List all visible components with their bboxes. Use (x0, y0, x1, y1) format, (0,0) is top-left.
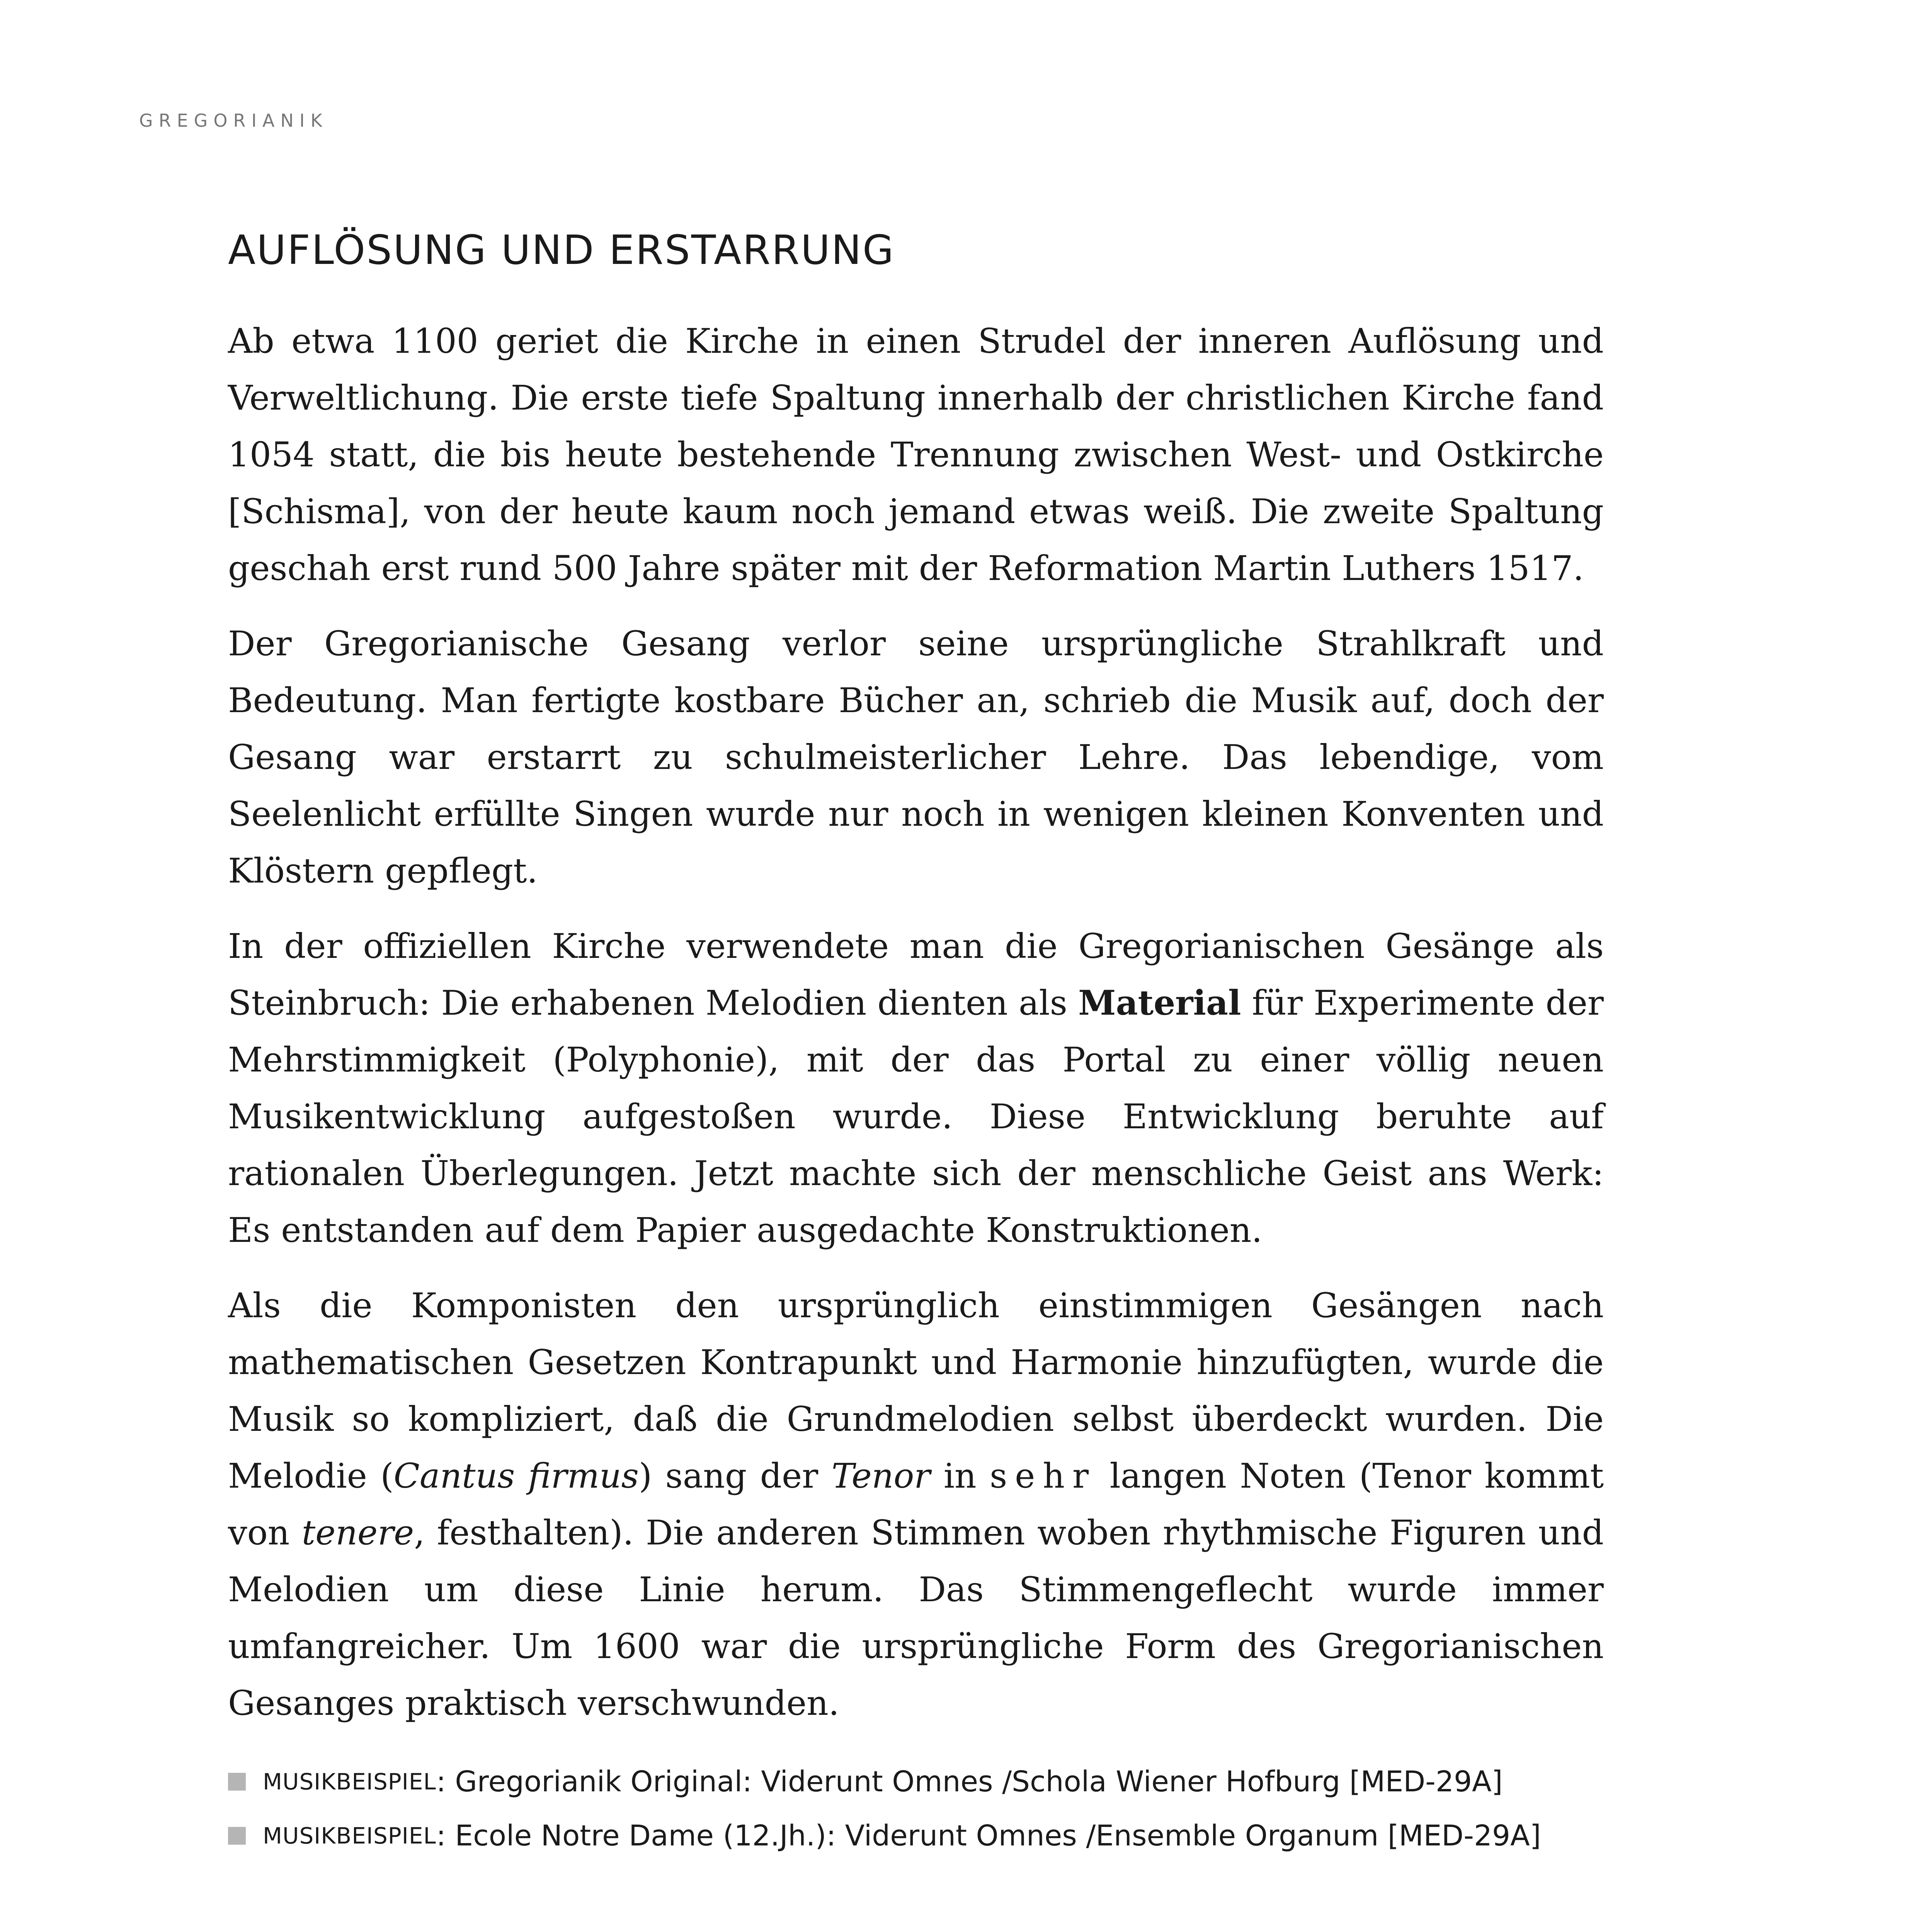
paragraph (228, 918, 1604, 1259)
square-bullet-icon (228, 1827, 246, 1845)
text-run: , festhalten). Die anderen Stimmen woben rhythmische Figuren und Melodien um diese Linie herum. Das Stimmengeflecht wurde immer umfangreicher. Um 1600 war die ursprüngliche Form des Gregorianischen Gesanges praktisch verschwunden. (228, 1513, 1604, 1723)
music-example-item (228, 1809, 1604, 1863)
text-run: in (930, 1456, 990, 1496)
spaced-word-sehr: sehr (990, 1456, 1097, 1496)
music-example-text: : Gregorianik Original: Viderunt Omnes /Schola Wiener Hofburg [MED-29A] (436, 1765, 1503, 1799)
music-example-text: : Ecole Notre Dame (12.Jh.): Viderunt Omnes /Ensemble Organum [MED-29A] (436, 1819, 1541, 1853)
page-body (228, 228, 1604, 1932)
paragraph (228, 1277, 1604, 1731)
text-run: Als die Komponisten den ursprünglich einstimmigen Gesängen nach mathematischen Gesetzen Kontrapunkt und Harmonie hinzufügten, wurde die Musik so kompliziert, daß die Grundmelodien selbst überdeckt wurden. Die Melodie ( (228, 1286, 1604, 1496)
bold-term-material: Material (1078, 983, 1241, 1023)
text-run: In der offiziellen Kirche verwendete man die Gregorianischen Gesänge als Steinbruch: Die erhabenen Melodien dienten als (228, 926, 1604, 1023)
square-bullet-icon (228, 1773, 246, 1791)
paragraph: Der Gregorianische Gesang verlor seine ursprüngliche Strahlkraft und Bedeutung. Man fertigte kostbare Bücher an, schrieb die Musik auf, doch der Gesang war erstarrt zu schulmeisterlicher Lehre. Das lebendige, vom Seelenlicht erfüllte Singen wurde nur noch in wenigen kleinen Konventen und Klöstern gepflegt. (228, 624, 1604, 891)
italic-term-cantus-firmus: Cantus firmus (393, 1456, 639, 1496)
text-run: für Experimente der Mehrstimmigkeit (Polyphonie), mit der das Portal zu einer völlig neuen Musikentwicklung aufgestoßen wurde. Diese Entwicklung beruhte auf rationalen Überlegungen. Jetzt machte sich der menschliche Geist ans Werk: Es entstanden auf dem Papier ausgedachte Konstruktionen. (228, 983, 1604, 1250)
section-heading-aufloesung: AUFLÖSUNG UND ERSTARRUNG (228, 226, 895, 274)
text-run: langen Noten (Tenor kommt von (228, 1456, 1604, 1553)
paragraph: Ab etwa 1100 geriet die Kirche in einen Strudel der inneren Auflösung und Verweltlichung. Die erste tiefe Spaltung innerhalb der christlichen Kirche fand 1054 statt, die bis heute bestehende Trennung zwischen West- und Ostkirche [Schisma], von der heute kaum noch jemand etwas weiß. Die zweite Spaltung geschah erst rund 500 Jahre später mit der Reformation Martin Luthers 1517. (228, 321, 1604, 588)
music-example-label: MUSIKBEISPIEL (263, 1823, 436, 1849)
italic-term-tenor: Tenor (831, 1456, 931, 1496)
running-head: GREGORIANIK (139, 110, 328, 131)
text-run: ) sang der (638, 1456, 832, 1496)
music-example-label: MUSIKBEISPIEL (263, 1769, 436, 1795)
music-example-list (228, 1755, 1604, 1863)
music-example-item (228, 1755, 1604, 1809)
italic-term-tenere: tenere (301, 1513, 414, 1553)
